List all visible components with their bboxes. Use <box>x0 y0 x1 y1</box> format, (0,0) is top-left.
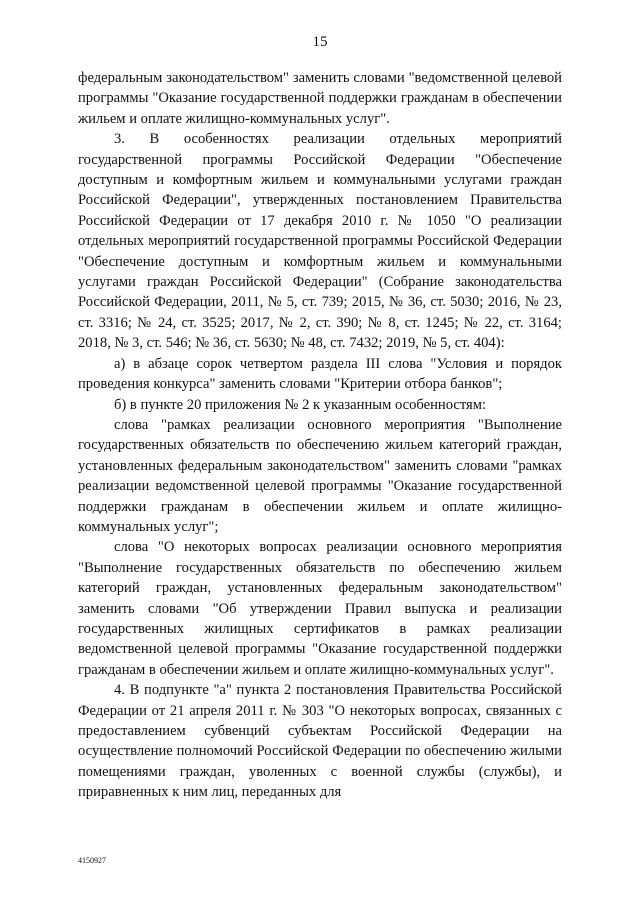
paragraph: слова "рамках реализации основного мероприятия "Выполнение государственных обязательств по обеспечению жильем категорий граждан, установленных федеральным законодательством" заменить словами "рамках реализации ведомственной целевой программы "Оказание государственной поддержки гражданам в обеспечении жильем и оплате жилищно-коммунальных услуг"; <box>78 416 562 535</box>
page-number: 15 <box>312 34 328 50</box>
document-code: 4150927 <box>78 856 106 865</box>
paragraph: 3. В особенностях реализации отдельных мероприятий государственной программы Российской Федерации "Обеспечение доступным и комфортным жильем и коммунальными услугами граждан Российской Федерации", утвержденных постановлением Правительства Российской Федерации от 17 декабря 2010 г. № 1050 "О реализации отдельных мероприятий государственной программы Российской Федерации "Обеспечение доступным и комфортным жильем и коммунальными услугами граждан Российской Федерации" (Собрание законодательства Российской Федерации, 2011, № 5, ст. 739; 2015, № 36, ст. 5030; 2016, № 23, ст. 3316; № 24, ст. 3525; 2017, № 2, ст. 390; № 8, ст. 1245; № 22, ст. 3164; 2018, № 3, ст. 546; № 36, ст. 5630; № 48, ст. 7432; 2019, № 5, ст. 404): <box>78 131 562 352</box>
document-body <box>78 68 562 803</box>
paragraph: федеральным законодательством" заменить словами "ведомственной целевой программы "Оказание государственной поддержки гражданам в обеспечении жильем и оплате жилищно-коммунальных услуг". <box>78 70 562 127</box>
paragraph: слова "О некоторых вопросах реализации основного мероприятия "Выполнение государственных обязательств по обеспечению жильем категорий граждан, установленных федеральным законодательством" заменить словами "Об утверждении Правил выпуска и реализации государственных жилищных сертификатов в рамках реализации ведомственной целевой программы "Оказание государственной поддержки гражданам в обеспечении жильем и оплате жилищно-коммунальных услуг". <box>78 539 562 678</box>
paragraph: 4. В подпункте "а" пункта 2 постановления Правительства Российской Федерации от 21 апреля 2011 г. № 303 "О некоторых вопросах, связанных с предоставлением субвенций субъектам Российской Федерации на осуществление полномочий Российской Федерации по обеспечению жилыми помещениями граждан, уволенных с военной службы (службы), и приравненных к ним лиц, переданных для <box>78 682 562 801</box>
paragraph: б) в пункте 20 приложения № 2 к указанным особенностям: <box>114 396 487 413</box>
paragraph: а) в абзаце сорок четвертом раздела III слова "Условия и порядок проведения конкурса" заменить словами "Критерии отбора банков"; <box>78 355 562 393</box>
